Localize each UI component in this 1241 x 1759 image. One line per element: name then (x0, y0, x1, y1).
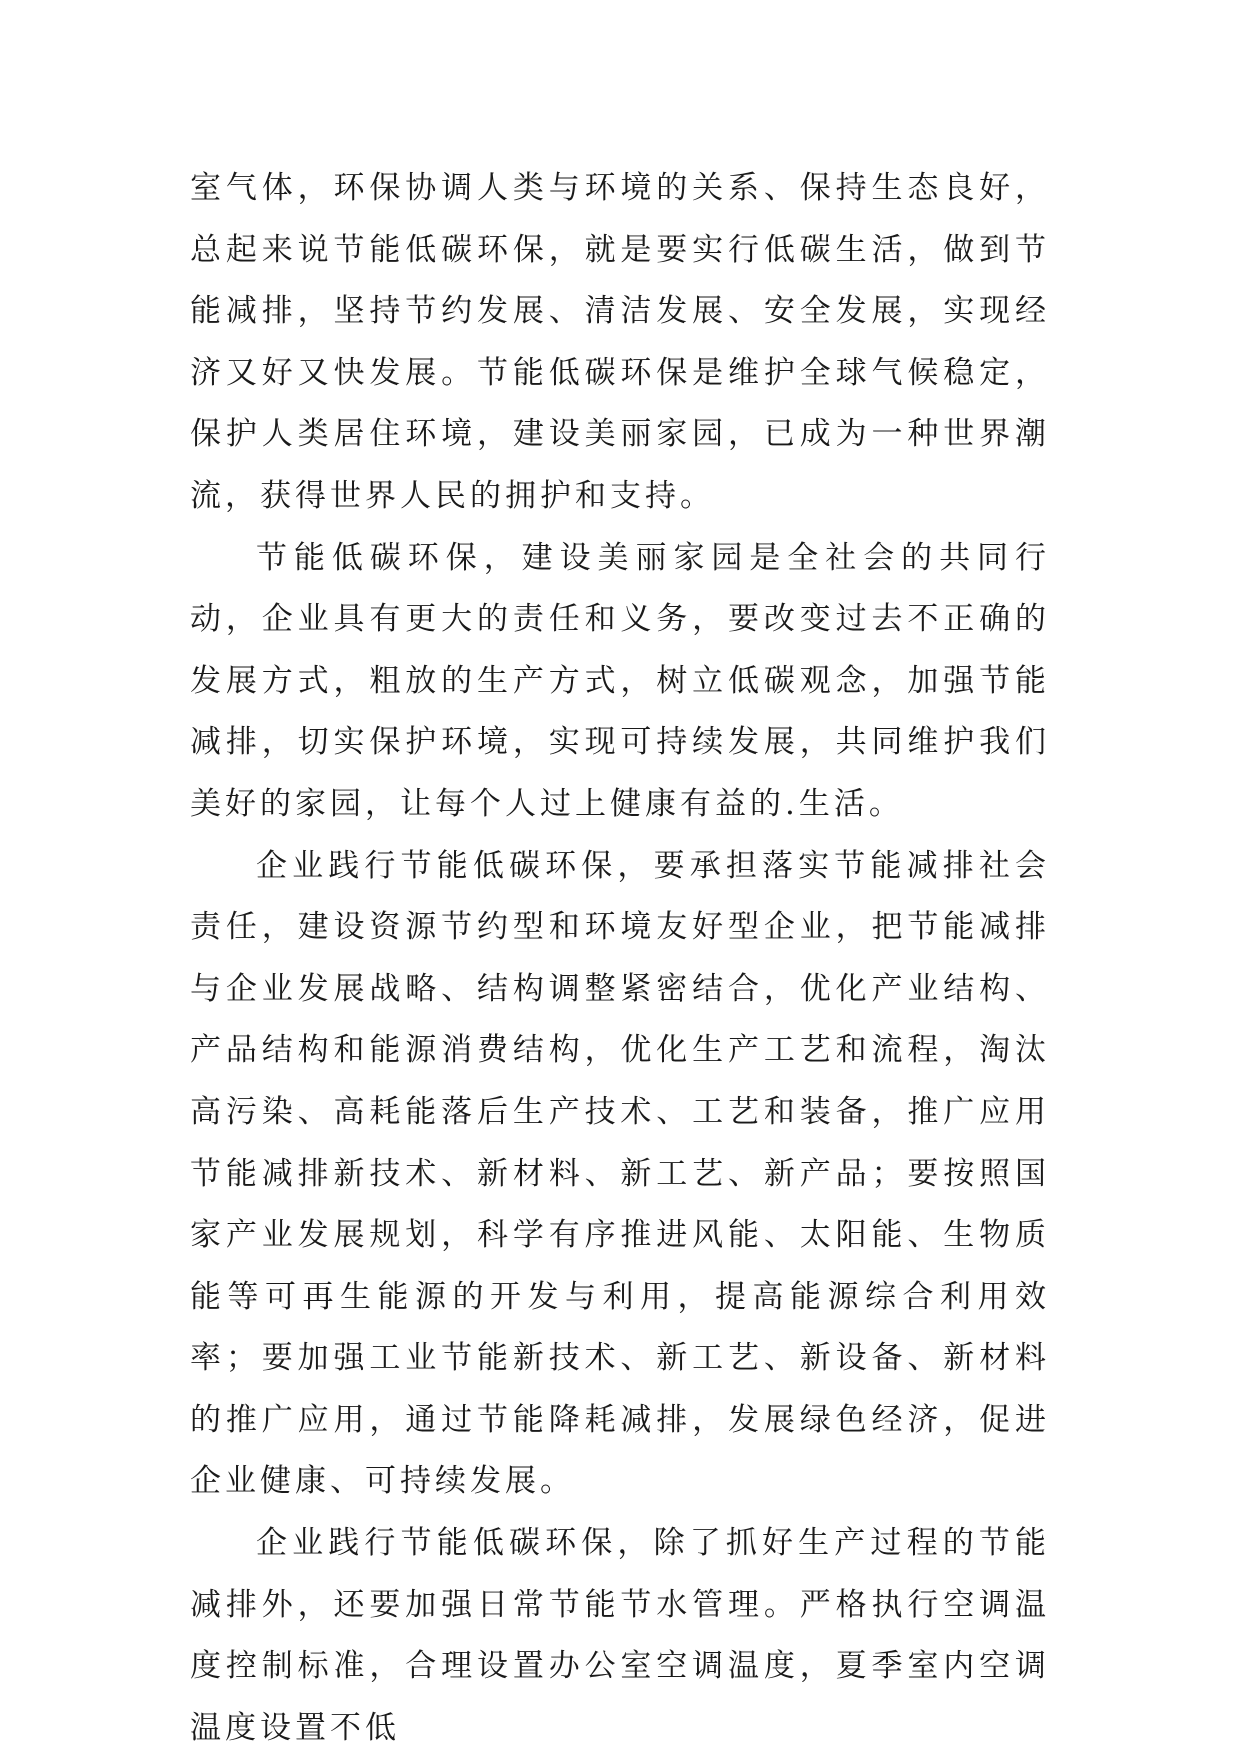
paragraph-1: 室气体，环保协调人类与环境的关系、保持生态良好，总起来说节能低碳环保，就是要实行低碳生活，做到节能减排，坚持节约发展、清洁发展、安全发展，实现经济又好又快发展。节能低碳环保是维护全球气候稳定，保护人类居住环境，建设美丽家园，已成为一种世界潮流，获得世界人民的拥护和支持。 (190, 170, 1050, 514)
paragraph-2: 节能低碳环保，建设美丽家园是全社会的共同行动，企业具有更大的责任和义务，要改变过去不正确的发展方式，粗放的生产方式，树立低碳观念，加强节能减排，切实保护环境，实现可持续发展，共同维护我们美好的家园，让每个人过上健康有益的.生活。 (190, 539, 1050, 822)
paragraph-3: 企业践行节能低碳环保，要承担落实节能减排社会责任，建设资源节约型和环境友好型企业，把节能减排与企业发展战略、结构调整紧密结合，优化产业结构、产品结构和能源消费结构，优化生产工艺和流程，淘汰高污染、高耗能落后生产技术、工艺和装备，推广应用节能减排新技术、新材料、新工艺、新产品；要按照国家产业发展规划，科学有序推进风能、太阳能、生物质能等可再生能源的开发与利用，提高能源综合利用效率；要加强工业节能新技术、新工艺、新设备、新材料的推广应用，通过节能降耗减排，发展绿色经济，促进企业健康、可持续发展。 (190, 847, 1050, 1500)
document-body (190, 158, 1050, 1759)
paragraph-4: 企业践行节能低碳环保，除了抓好生产过程的节能减排外，还要加强日常节能节水管理。严格执行空调温度控制标准，合理设置办公室空调温度，夏季室内空调温度设置不低 (190, 1525, 1050, 1746)
